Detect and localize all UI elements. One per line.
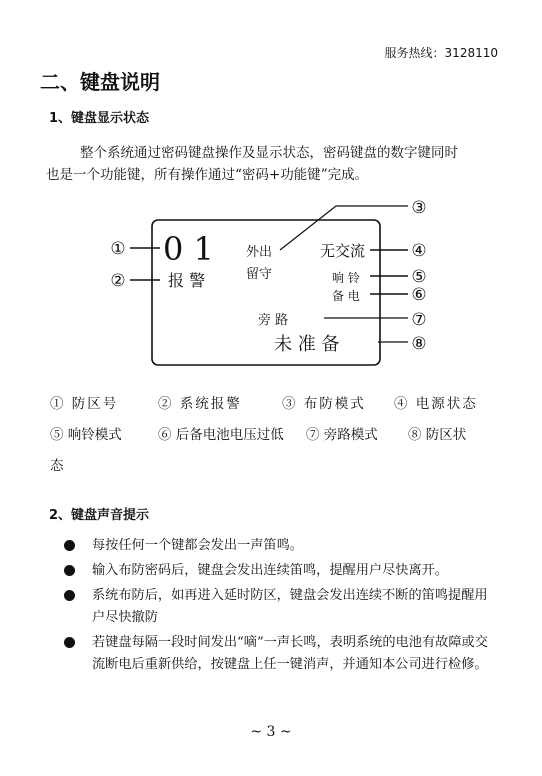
subsection-title-display: 1、键盘显示状态 [49,111,150,126]
callout-7: ⑦ [411,310,427,330]
page-number: ~ 3 ~ [250,724,292,740]
lcd-away: 外出 [246,245,273,260]
bullet-dot-icon [64,590,75,601]
lcd-alarm: 报 警 [168,271,206,290]
intro-paragraph [46,142,498,186]
callout-8: ⑧ [411,334,427,354]
section-title: 二、键盘说明 [40,70,160,94]
legend-item-1: ① 防区号 [50,396,119,412]
callout-5: ⑤ [411,267,427,287]
bullet-item [64,535,500,557]
keypad-display-diagram [0,190,542,380]
lcd-no-ac: 无交流 [320,242,366,260]
lcd-backup: 备 电 [332,289,360,303]
legend-item-8-wrap: 态 [50,458,64,474]
lcd-stay: 留守 [246,267,273,282]
bullet-text: 输入布防密码后，键盘会发出连续笛鸣，提醒用户尽快离开。 [92,563,449,578]
sound-bullet-list [64,535,500,676]
legend-item-5: ⑤ 响铃模式 [50,427,122,443]
bullet-dot-icon [64,637,75,648]
bullet-item [64,560,500,582]
bullet-dot-icon [64,565,75,576]
callout-3: ③ [411,198,427,218]
legend-item-2: ② 系统报警 [158,396,242,412]
lcd-ring: 响 铃 [332,271,360,285]
bullet-text: 每按任何一个键都会发出一声笛鸣。 [92,538,303,553]
callout-6: ⑥ [411,285,427,305]
bullet-item [64,632,500,676]
bullet-text: 系统布防后，如再进入延时防区，键盘会发出连续不断的笛鸣提醒用户尽快撤防 [92,588,488,625]
legend-item-4: ④ 电源状态 [394,396,478,412]
intro-line-2: 也是一个功能键，所有操作通过“密码+功能键”完成。 [46,167,369,183]
subsection-title-sound: 2、键盘声音提示 [49,508,150,523]
lcd-not-ready: 未 准 备 [274,334,340,355]
intro-line-1: 整个系统通过密码键盘操作及显示状态，密码键盘的数字键同时 [80,145,458,161]
lcd-bypass: 旁 路 [258,313,289,328]
bullet-item [64,585,500,629]
callout-1: ① [110,239,126,259]
callout-2: ② [110,271,126,291]
legend-item-8: ⑧ 防区状 [408,427,467,443]
diagram-legend [50,392,500,472]
callout-4: ④ [411,241,427,261]
bullet-dot-icon [64,540,75,551]
legend-item-3: ③ 布防模式 [282,396,366,412]
bullet-text: 若键盘每隔一段时间发出“嘀”一声长鸣，表明系统的电池有故障或交流断电后重新供给，按键盘上任一键消声，并通知本公司进行检修。 [92,635,488,672]
service-hotline: 服务热线：3128110 [384,46,498,60]
lcd-zone-number: 0 1 [163,230,214,268]
legend-item-6: ⑥ 后备电池电压过低 [158,427,284,443]
legend-item-7: ⑦ 旁路模式 [306,427,378,443]
